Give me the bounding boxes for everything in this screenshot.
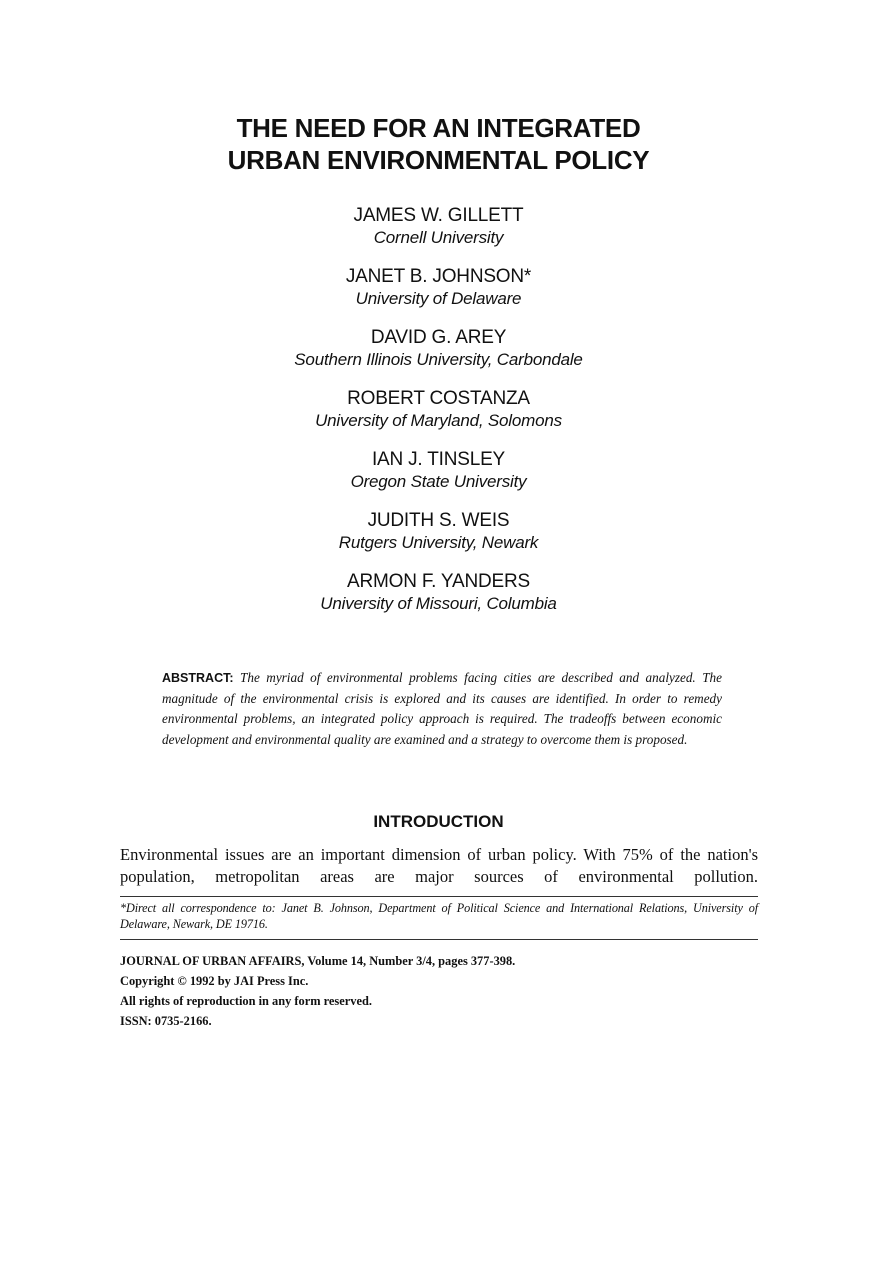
- copyright-notice: Copyright © 1992 by JAI Press Inc.: [120, 974, 309, 988]
- rights-notice: All rights of reproduction in any form reserved.: [120, 994, 372, 1008]
- abstract-text: The myriad of environmental problems facing cities are described and analyzed. The magnitude of the environmental crisis is explored and its causes are identified. In order to remedy environmental problems, an integrated policy approach is required. The tradeoffs between economic development and environmental quality are examined and a strategy to overcome them is proposed.: [162, 670, 723, 747]
- issn: ISSN: 0735-2166.: [120, 1014, 212, 1028]
- paper-title-line-1: THE NEED FOR AN INTEGRATED: [236, 113, 641, 143]
- journal-citation: JOURNAL OF URBAN AFFAIRS, Volume 14, Number 3/4, pages 377-398.: [120, 954, 516, 968]
- author-affiliation: University of Delaware: [355, 289, 522, 308]
- author-name: ROBERT COSTANZA: [347, 388, 530, 409]
- author-block: [0, 449, 877, 510]
- introduction-paragraph: Environmental issues are an important dimension of urban policy. With 75% of the nation's population, metropolitan areas are major sources of environmental pollution.: [120, 845, 758, 886]
- author-name: IAN J. TINSLEY: [371, 449, 506, 470]
- author-name: JUDITH S. WEIS: [367, 510, 510, 531]
- author-name: DAVID G. AREY: [370, 327, 507, 348]
- footnote-divider-top: [120, 896, 758, 897]
- author-block: [0, 571, 877, 632]
- correspondence-footnote: *Direct all correspondence to: Janet B. Johnson, Department of Political Science and International Relations, University of Delaware, Newark, DE 19716.: [120, 901, 758, 931]
- author-affiliation: Southern Illinois University, Carbondale: [294, 350, 583, 369]
- author-affiliation: Cornell University: [373, 228, 504, 247]
- author-name: ARMON F. YANDERS: [347, 571, 530, 592]
- author-list: [0, 205, 877, 632]
- author-affiliation: University of Maryland, Solomons: [315, 411, 562, 430]
- section-heading-introduction: INTRODUCTION: [373, 812, 504, 831]
- author-name: JAMES W. GILLETT: [353, 205, 524, 226]
- footnote-divider-bottom: [120, 939, 758, 940]
- author-block: [0, 266, 877, 327]
- author-block: [0, 388, 877, 449]
- author-name: JANET B. JOHNSON*: [345, 266, 532, 287]
- abstract-label: ABSTRACT:: [162, 671, 234, 685]
- author-affiliation: Rutgers University, Newark: [338, 533, 539, 552]
- author-affiliation: University of Missouri, Columbia: [320, 594, 557, 613]
- paper-title: [0, 112, 877, 176]
- abstract: [162, 668, 722, 750]
- author-affiliation: Oregon State University: [350, 472, 527, 491]
- paper-title-line-2: URBAN ENVIRONMENTAL POLICY: [227, 145, 650, 175]
- publication-info: [120, 951, 758, 1031]
- author-block: [0, 510, 877, 571]
- author-block: [0, 327, 877, 388]
- author-block: [0, 205, 877, 266]
